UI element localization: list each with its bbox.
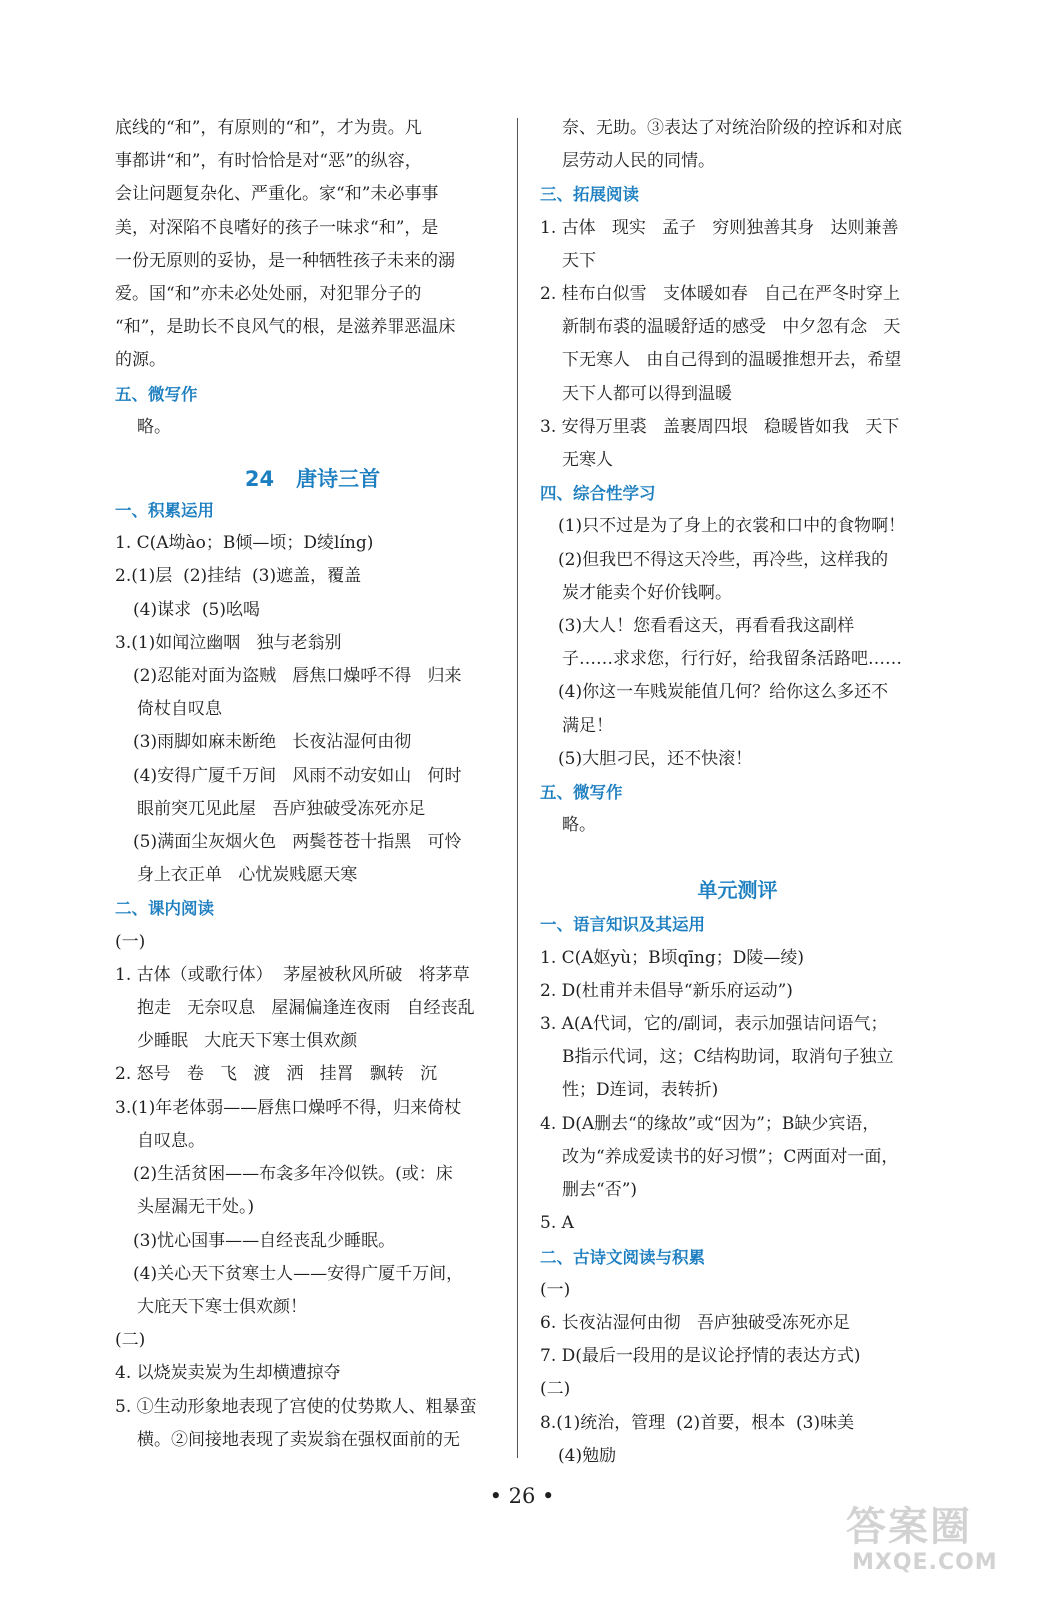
answer-line: 2. D(杜甫并未倡导“新乐府运动”) bbox=[540, 980, 793, 1001]
answer-line: 无寒人 bbox=[562, 450, 613, 471]
answer-line: 横。②间接地表现了卖炭翁在强权面前的无 bbox=[137, 1429, 460, 1450]
answer-line: 下无寒人 由自己得到的温暖推想开去，希望 bbox=[562, 350, 902, 371]
right-column bbox=[540, 112, 935, 1473]
answer-line: 1. 古体 现实 孟子 穷则独善其身 达则兼善 bbox=[540, 217, 899, 238]
answer-line: B指示代词，这；C结构助词，取消句子独立 bbox=[562, 1047, 894, 1068]
section-heading: 二、古诗文阅读与积累 bbox=[540, 1247, 705, 1267]
answer-line: 改为“养成爱读书的好习惯”；C两面对一面， bbox=[562, 1146, 899, 1167]
answer-line: (4)谋求 (5)吆喝 bbox=[133, 599, 260, 620]
left-column bbox=[115, 112, 510, 1457]
answer-line: 5. ①生动形象地表现了宫使的仗势欺人、粗暴蛮 bbox=[115, 1396, 477, 1417]
answer-line: 3.(1)年老体弱——唇焦口燥呼不得，归来倚杖 bbox=[115, 1097, 462, 1118]
answer-line: 天下人都可以得到温暖 bbox=[562, 383, 732, 404]
answer-line: (2)但我巴不得这天冷些，再冷些，这样我的 bbox=[558, 549, 889, 570]
section-heading: 三、拓展阅读 bbox=[540, 185, 639, 205]
column-divider bbox=[517, 118, 518, 1458]
unit-title: 单元测评 bbox=[697, 878, 778, 903]
answer-line: 眼前突兀见此屋 吾庐独破受冻死亦足 bbox=[137, 798, 426, 819]
section-heading: 一、积累运用 bbox=[115, 501, 214, 521]
answer-line: 大庇天下寒士俱欢颜！ bbox=[137, 1296, 307, 1317]
answer-line: 7. D(最后一段用的是议论抒情的表达方式) bbox=[540, 1346, 861, 1367]
answer-line: 倚杖自叹息 bbox=[137, 699, 222, 720]
answer-line: 抱走 无奈叹息 屋漏偏逢连夜雨 自经丧乱 bbox=[137, 998, 475, 1019]
section-heading: 五、微写作 bbox=[540, 783, 623, 803]
text-line: “和”，是助长不良风气的根，是滋养罪恶温床 bbox=[115, 317, 456, 338]
answer-line: (2)忍能对面为盗贼 唇焦口燥呼不得 归来 bbox=[133, 666, 462, 687]
answer-line: 4. D(A删去“的缘故”或“因为”；B缺少宾语， bbox=[540, 1113, 880, 1134]
answer-line: 6. 长夜沾湿何由彻 吾庐独破受冻死亦足 bbox=[540, 1312, 850, 1333]
text-line: 的源。 bbox=[115, 350, 166, 371]
answer-line: (1)只不过是为了身上的衣裳和口中的食物啊！ bbox=[558, 516, 906, 537]
answer-line: (3)忧心国事——自经丧乱少睡眠。 bbox=[133, 1230, 396, 1251]
text-line: 略。 bbox=[562, 815, 596, 836]
answer-line: 2. 怒号 卷 飞 渡 洒 挂罥 飘转 沉 bbox=[115, 1064, 438, 1085]
answer-line: 8.(1)统治，管理 (2)首要，根本 (3)味美 bbox=[540, 1412, 855, 1433]
section-heading: 五、微写作 bbox=[115, 384, 198, 404]
answer-line: 层劳动人民的同情。 bbox=[562, 151, 715, 172]
answer-line: 删去“否”) bbox=[562, 1180, 638, 1201]
answer-line: (4)勉励 bbox=[558, 1445, 617, 1466]
text-line: 爱。国“和”亦未必处处丽，对犯罪分子的 bbox=[115, 284, 422, 305]
answer-line: (3)雨脚如麻未断绝 长夜沾湿何由彻 bbox=[133, 732, 412, 753]
answer-line: 1. C(A妪yù；B顷qīng；D陵—绫) bbox=[540, 947, 804, 968]
answer-line: 炭才能卖个好价钱啊。 bbox=[562, 582, 732, 603]
answer-line: 身上衣正单 心忧炭贱愿天寒 bbox=[137, 865, 358, 886]
answer-line: (二) bbox=[540, 1379, 571, 1400]
answer-line: 性；D连词，表转折) bbox=[562, 1080, 719, 1101]
section-heading: 二、课内阅读 bbox=[115, 899, 214, 919]
text-line: 底线的“和”，有原则的“和”，才为贵。凡 bbox=[115, 118, 422, 138]
answer-line: 新制布裘的温暖舒适的感受 中夕忽有念 天 bbox=[562, 317, 901, 338]
answer-line: 2.(1)层 (2)挂结 (3)遮盖，覆盖 bbox=[115, 566, 362, 587]
page-number: • 26 • bbox=[489, 1484, 555, 1508]
answer-line: 3. A(A代词，它的/副词，表示加强诘问语气； bbox=[540, 1014, 888, 1035]
watermark-text: 答案圈 bbox=[846, 1504, 972, 1550]
answer-line: (3)大人！您看看这天，再看看我这副样 bbox=[558, 616, 855, 637]
text-line: 略。 bbox=[137, 416, 171, 437]
answer-line: 自叹息。 bbox=[137, 1130, 205, 1151]
answer-line: 1. C(A坳ào；B倾—顷；D绫líng) bbox=[115, 533, 374, 554]
answer-line: (5)满面尘灰烟火色 两鬓苍苍十指黑 可怜 bbox=[133, 832, 462, 853]
answer-line: (4)安得广厦千万间 风雨不动安如山 何时 bbox=[133, 765, 462, 786]
watermark-logo bbox=[846, 1504, 1022, 1590]
answer-line: (4)你这一车贱炭能值几何？给你这么多还不 bbox=[558, 682, 889, 703]
answer-line: 2. 桂布白似雪 支体暖如春 自己在严冬时穿上 bbox=[540, 284, 901, 305]
answer-line: (二) bbox=[115, 1330, 146, 1351]
answer-line: (一) bbox=[115, 931, 146, 952]
answer-line: 3. 安得万里裘 盖裹周四垠 稳暖皆如我 天下 bbox=[540, 416, 900, 437]
watermark-url: MXQE.COM bbox=[852, 1550, 998, 1575]
answer-line: 头屋漏无干处。) bbox=[137, 1197, 255, 1218]
answer-line: 满足！ bbox=[562, 715, 613, 736]
text-line: 会让问题复杂化、严重化。家“和”未必事事 bbox=[115, 184, 439, 205]
section-heading: 四、综合性学习 bbox=[540, 484, 656, 504]
lesson-title: 24 唐诗三首 bbox=[244, 467, 381, 492]
answer-line: 天下 bbox=[562, 250, 596, 271]
text-line: 事都讲“和”，有时恰恰是对“恶”的纵容， bbox=[115, 151, 422, 172]
answer-line: 子……求求您，行行好，给我留条活路吧…… bbox=[562, 649, 902, 670]
answer-line: 奈、无助。③表达了对统治阶级的控诉和对底 bbox=[562, 118, 902, 138]
answer-line: 5. A bbox=[540, 1213, 574, 1234]
answer-line: 1. 古体（或歌行体） 茅屋被秋风所破 将茅草 bbox=[115, 964, 470, 985]
answer-line: (2)生活贫困——布衾多年冷似铁。(或：床 bbox=[133, 1164, 453, 1185]
answer-line: (5)大胆刁民，还不快滚！ bbox=[558, 748, 753, 769]
answer-line: (一) bbox=[540, 1279, 571, 1300]
answer-line: 少睡眠 大庇天下寒士俱欢颜 bbox=[137, 1031, 358, 1052]
section-heading: 一、语言知识及其运用 bbox=[540, 915, 705, 935]
text-line: 美，对深陷不良嗜好的孩子一味求“和”，是 bbox=[115, 217, 439, 238]
answer-line: (4)关心天下贫寒士人——安得广厦千万间， bbox=[133, 1263, 464, 1284]
answer-line: 4. 以烧炭卖炭为生却横遭掠夺 bbox=[115, 1363, 341, 1384]
answer-line: 3.(1)如闻泣幽咽 独与老翁别 bbox=[115, 632, 342, 653]
text-line: 一份无原则的妥协，是一种牺牲孩子未来的溺 bbox=[115, 250, 455, 271]
